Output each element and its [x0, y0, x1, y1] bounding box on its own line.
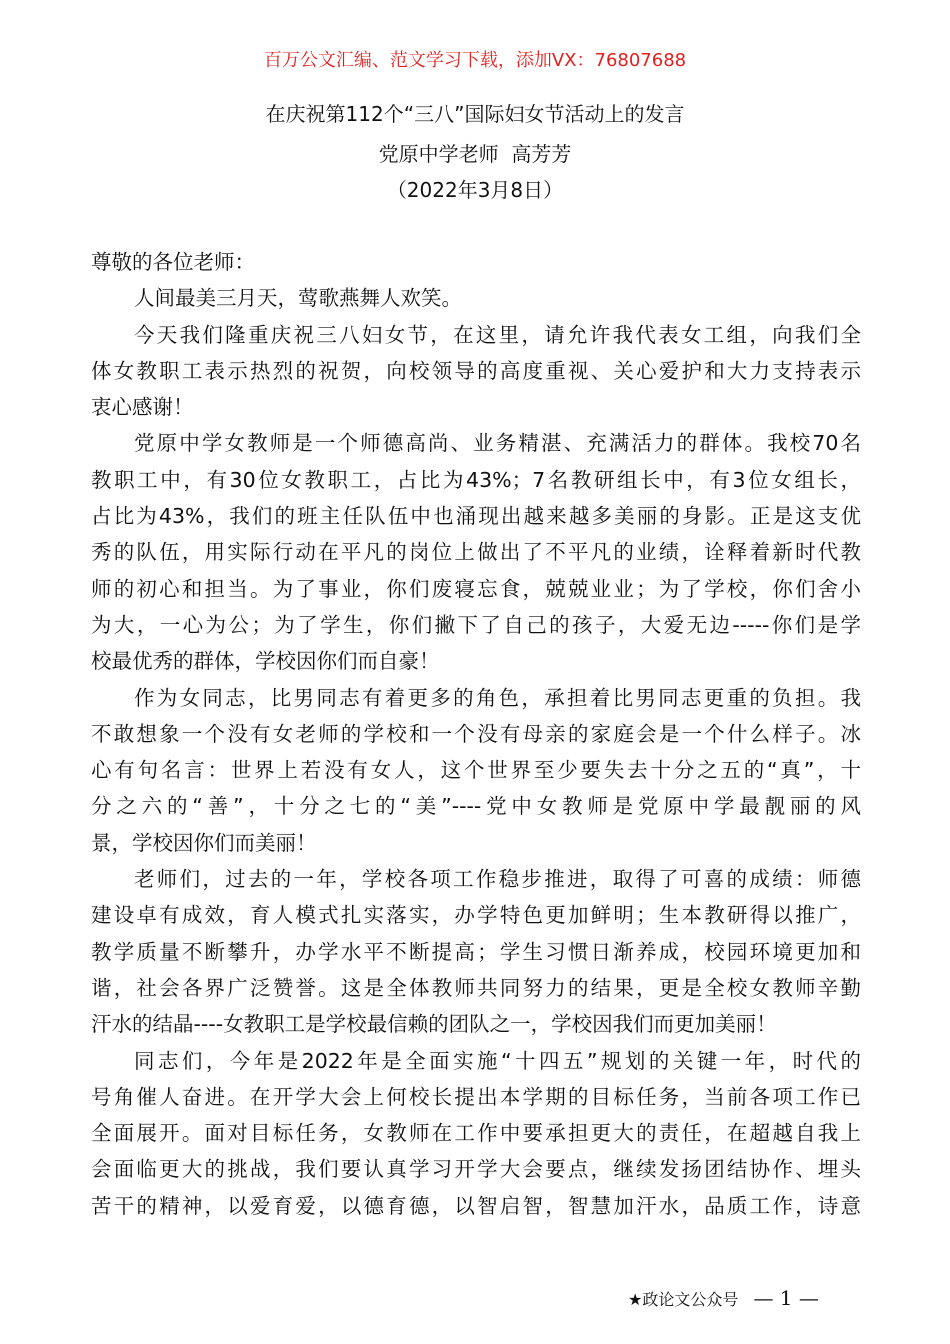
text-line: 不敢想象一个没有女老师的学校和一个没有母亲的家庭会是一个什么样子。冰	[91, 721, 861, 746]
text-line: 衷心感谢！	[91, 395, 194, 420]
text-line: 占比为43%，我们的班主任队伍中也涌现出越来越多美丽的身影。正是这支优	[91, 504, 861, 529]
text-line: 心有句名言：世界上若没有女人，这个世界至少要失去十分之五的“真”，十	[91, 758, 861, 783]
text-line: 分之六的“善”，十分之七的“美”----党中女教师是党原中学最靓丽的风	[91, 794, 861, 819]
download-banner: 百万公文汇编、范文学习下载，添加VX：76807688	[263, 50, 687, 71]
text-line: 人间最美三月天，莺歌燕舞人欢笑。	[134, 286, 462, 311]
text-line: 为大，一心为公；为了学生，你们撇下了自己的孩子，大爱无边-----你们是学	[91, 612, 861, 637]
text-line: 体女教职工表示热烈的祝贺，向校领导的高度重视、关心爱护和大力支持表示	[91, 358, 861, 383]
text-line: 校最优秀的群体，学校因你们而自豪！	[91, 649, 440, 674]
text-line: 建设卓有成效，育人模式扎实落实，办学特色更加鲜明；生本教研得以推广，	[91, 903, 861, 928]
text-line: 作为女同志，比男同志有着更多的角色，承担着比男同志更重的负担。我	[134, 685, 861, 710]
footer-source: ★政论文公众号	[628, 1290, 739, 1309]
text-line: 尊敬的各位老师：	[91, 250, 255, 274]
text-line: 秀的队伍，用实际行动在平凡的岗位上做出了不平凡的业绩，诠释着新时代教	[91, 540, 861, 565]
text-line: 党原中学女教师是一个师德高尚、业务精湛、充满活力的群体。我校70名	[134, 431, 861, 456]
text-line: 老师们，过去的一年，学校各项工作稳步推进，取得了可喜的成绩：师德	[134, 867, 861, 892]
document-author: 党原中学老师 高芳芳	[378, 142, 572, 166]
page-footer	[628, 1286, 819, 1310]
text-line: 汗水的结晶----女教职工是学校最信赖的团队之一，学校因我们而更加美丽！	[91, 1012, 777, 1037]
text-line: 全面展开。面对目标任务，女教师在工作中要承担更大的责任，在超越自我上	[91, 1121, 861, 1146]
text-line: 号角催人奋进。在开学大会上何校长提出本学期的目标任务，当前各项工作已	[91, 1084, 861, 1109]
text-line: 教职工中，有30位女教职工，占比为43%；7名教研组长中，有3位女组长，	[91, 467, 861, 492]
text-line: 会面临更大的挑战，我们要认真学习开学大会要点，继续发扬团结协作、埋头	[91, 1157, 861, 1182]
text-line: 谐，社会各界广泛赞誉。这是全体教师共同努力的结果，更是全校女教师辛勤	[91, 975, 861, 1000]
text-line: 今天我们隆重庆祝三八妇女节，在这里，请允许我代表女工组，向我们全	[134, 322, 861, 347]
text-line: 同志们，今年是2022年是全面实施“十四五”规划的关键一年，时代的	[134, 1048, 861, 1073]
page-number: — 1 —	[753, 1286, 819, 1310]
text-line: 教学质量不断攀升，办学水平不断提高；学生习惯日渐养成，校园环境更加和	[91, 939, 861, 964]
text-line: 师的初心和担当。为了事业，你们废寝忘食，兢兢业业；为了学校，你们舍小	[91, 576, 861, 601]
document-body	[91, 244, 861, 1224]
text-line: 景，学校因你们而美丽！	[91, 830, 317, 855]
text-line: 苦干的精神，以爱育爱，以德育德，以智启智，智慧加汗水，品质工作，诗意	[91, 1193, 861, 1218]
document-title: 在庆祝第112个“三八”国际妇女节活动上的发言	[265, 102, 685, 126]
document-date: （2022年3月8日）	[386, 178, 564, 202]
